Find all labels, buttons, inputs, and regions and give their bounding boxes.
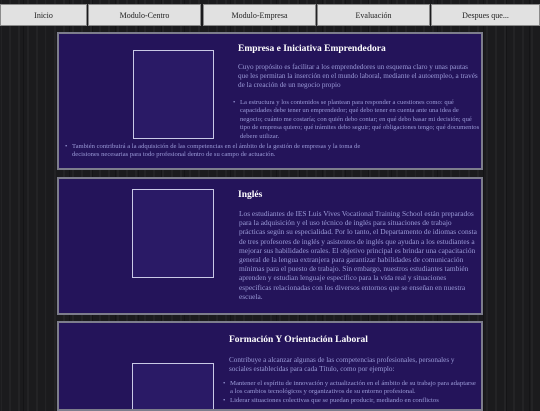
nav-inicio-button[interactable]: Inicio: [0, 4, 87, 26]
list-item: • La estructura y los contenidos se plantean para responder a cuestiones como: qué capacidades debe tener un emprendedor; qué debo tener en cuenta ante una idea de negocio; cuánto me costaría; con quién debo contar; en qué debo basar mi decisión; qué tipo de empresa quiero; qué trámites debo seguir; qué obligaciones tengo; qué documentos debere utilizar.: [233, 99, 481, 141]
list-item: • Liderar situaciones colectivas que se puedan producir, mediando en conflictos: [223, 397, 479, 405]
section-title: Inglés: [238, 190, 263, 200]
section-intro: Cuyo propósito es facilitar a los emprendedores un esquema claro y unas pautas que les permitan la inserción en el mundo laboral, mediante el autoempleo, a través de la creación de un negocio propio: [238, 63, 478, 89]
section-body: [145, 209, 477, 301]
top-navigation: [0, 4, 540, 27]
nav-modulo-empresa-button[interactable]: Modulo-Empresa: [203, 4, 316, 26]
section-intro: Contribuye a alcanzar algunas de las competencias profesionales, personales y sociales establecidas para cada Título, como por ejemplo:: [229, 356, 455, 373]
section-body-text: Los estudiantes de IES Luis Vives Vocational Training School están preparados para la adquisición y el uso técnico de inglés para situaciones de trabajo prácticas según su especialidad. Por lo tanto, el Departamento de idiomas consta de tres profesores de inglés y asistentes de inglés que ayudan a los estudiantes a mejorar sus habilidades orales. El objetivo principal es brindar una capacitación general de la lengua extranjera para garantizar habilidades de comunicación mínimas para el puesto de trabajo. Sin embargo, nuestros estudiantes también aprenden y estudian lenguaje específico para la vida real y situaciones específicas relacionadas con los diversos entornos que se enseñan en nuestra escuela.: [239, 209, 477, 301]
section-image-placeholder: [133, 50, 214, 139]
section-bullet-list: [65, 143, 385, 160]
section-title: Empresa e Iniciativa Emprendedora: [238, 44, 386, 54]
text-wrap-spacer: [145, 209, 239, 292]
section-bullet-list: [223, 380, 479, 405]
section-image-placeholder: [132, 363, 214, 411]
nav-modulo-centro-button[interactable]: Modulo-Centro: [88, 4, 201, 26]
section-fol: [57, 321, 483, 411]
list-item: • También contribuirá a la adquisición de las competencias en el ámbito de la gestión de empresas y la toma de decisiones necesarias para todo profesional dentro de su campo de actuación.: [65, 143, 385, 160]
section-title: Formación Y Orientación Laboral: [229, 335, 368, 345]
list-item: • Mantener el espíritu de innovación y actualización en el ámbito de su trabajo para adaptarse a los cambios tecnológicos y organizativos de su entorno profesional.: [223, 380, 479, 397]
section-ingles: [57, 177, 483, 315]
nav-despues-button[interactable]: Despues que...: [431, 4, 540, 26]
section-empresa: [57, 32, 483, 170]
section-bullet-list: [233, 99, 481, 141]
nav-evaluacion-button[interactable]: Evaluación: [317, 4, 430, 26]
